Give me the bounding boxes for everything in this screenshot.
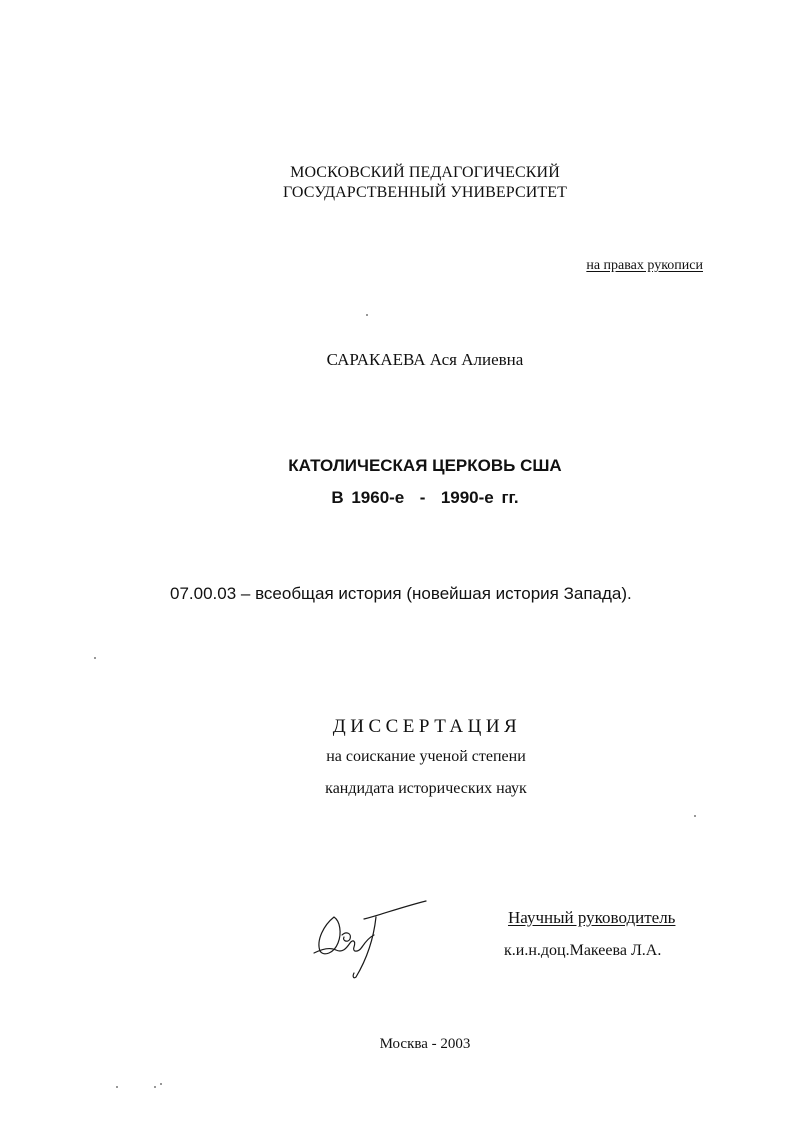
scan-speck (694, 815, 696, 817)
degree-line-2: кандидата исторических наук (325, 780, 527, 797)
supervisor-name: к.и.н.доц.Макеева Л.А. (504, 942, 662, 959)
dissertation-title-line-2: В 1960-е - 1990-е гг. (331, 488, 519, 507)
university-name-line-2: ГОСУДАРСТВЕННЫЙ УНИВЕРСИТЕТ (282, 184, 568, 201)
degree-line-1: на соискание ученой степени (326, 748, 526, 765)
scan-speck (94, 657, 96, 659)
university-name-line-1: МОСКОВСКИЙ ПЕДАГОГИЧЕСКИЙ (290, 164, 560, 181)
author-name: САРАКАЕВА Ася Алиевна (326, 350, 524, 369)
specialty-code: 07.00.03 – всеобщая история (новейшая история Запада). (170, 584, 632, 603)
scan-speck (154, 1086, 156, 1088)
scan-speck (116, 1086, 118, 1088)
document-type-heading: ДИССЕРТАЦИЯ (332, 716, 522, 737)
dissertation-title-line-1: КАТОЛИЧЕСКАЯ ЦЕРКОВЬ США (288, 456, 562, 475)
scan-speck (366, 314, 368, 316)
city-and-year: Москва - 2003 (379, 1036, 471, 1052)
supervisor-label: Научный руководитель (508, 908, 676, 927)
manuscript-rights-note: на правах рукописи (586, 258, 703, 273)
scan-speck (160, 1083, 162, 1085)
handwritten-signature (306, 895, 436, 985)
